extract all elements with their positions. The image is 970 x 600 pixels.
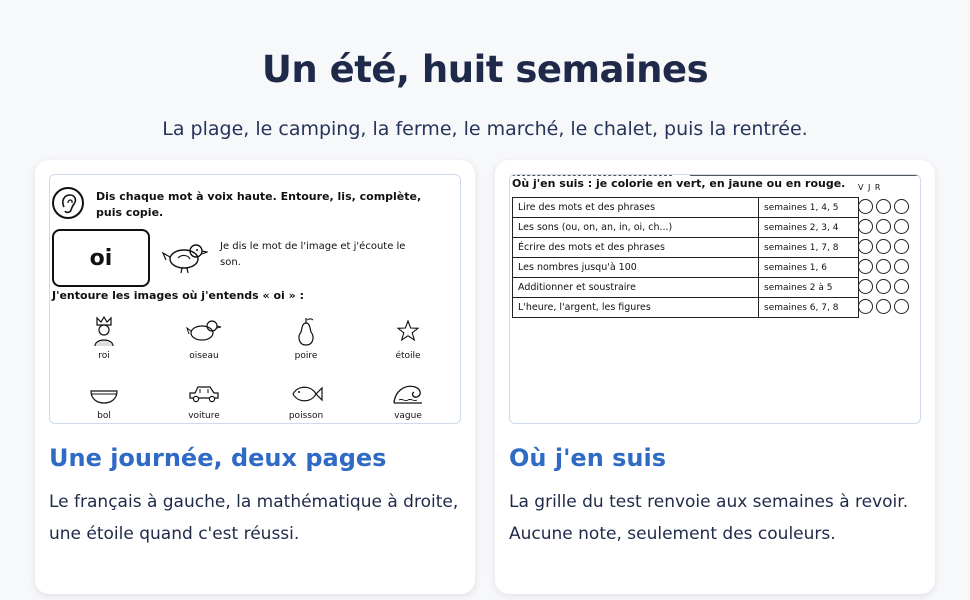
bird-icon bbox=[162, 241, 208, 279]
picture-item: vague bbox=[368, 381, 448, 421]
card-description: La grille du test renvoie aux semaines à revoir. Aucune note, seulement des couleurs. bbox=[509, 492, 909, 544]
picture-item: bol bbox=[64, 381, 144, 421]
sound-box: oi bbox=[52, 229, 150, 287]
circle-instruction: J'entoure les images où j'entends « oi » : bbox=[52, 289, 304, 302]
king-icon bbox=[91, 315, 117, 347]
table-row: Lire des mots et des phrases semaines 1, 4, 5 bbox=[513, 198, 859, 218]
page-subtitle: La plage, le camping, la ferme, le marché, le chalet, puis la rentrée. bbox=[162, 118, 808, 140]
picture-item: voiture bbox=[164, 381, 244, 421]
card-title[interactable]: Une journée, deux pages bbox=[49, 444, 387, 472]
divider bbox=[690, 175, 920, 176]
progress-table bbox=[512, 197, 859, 318]
table-row: Les nombres jusqu'à 100 semaines 1, 6 bbox=[513, 258, 859, 278]
pear-icon bbox=[293, 315, 319, 347]
table-row: Les sons (ou, on, an, in, oi, ch...) semaines 2, 3, 4 bbox=[513, 218, 859, 238]
car-icon bbox=[187, 381, 221, 407]
picture-item: étoile bbox=[368, 315, 448, 361]
bird-icon bbox=[186, 315, 222, 347]
divider bbox=[512, 175, 672, 176]
progress-heading: Où j'en suis : je colorie en vert, en jaune ou en rouge. bbox=[512, 177, 846, 190]
card-daily-pages[interactable] bbox=[35, 160, 475, 594]
ear-icon bbox=[52, 187, 84, 219]
picture-item: poire bbox=[266, 315, 346, 361]
star-icon bbox=[395, 315, 421, 347]
worksheet-instruction: Dis chaque mot à voix haute. Entoure, lis, complète, puis copie. bbox=[96, 190, 422, 219]
color-circles bbox=[858, 239, 909, 254]
table-row: L'heure, l'argent, les figures semaines 6, 7, 8 bbox=[513, 298, 859, 318]
color-circles bbox=[858, 259, 909, 274]
color-circles bbox=[858, 279, 909, 294]
color-circles bbox=[858, 219, 909, 234]
table-row: Écrire des mots et des phrases semaines 1, 7, 8 bbox=[513, 238, 859, 258]
card-description: Le français à gauche, la mathématique à droite, une étoile quand c'est réussi. bbox=[49, 492, 459, 544]
picture-item: poisson bbox=[266, 381, 346, 421]
picture-item: oiseau bbox=[164, 315, 244, 361]
worksheet-preview-french bbox=[49, 174, 461, 424]
picture-item: roi bbox=[64, 315, 144, 361]
card-progress[interactable] bbox=[495, 160, 935, 594]
color-circles bbox=[858, 299, 909, 314]
say-instruction: Je dis le mot de l'image et j'écoute le son. bbox=[220, 241, 406, 268]
bowl-icon bbox=[89, 381, 119, 407]
color-legend: V J R bbox=[858, 183, 882, 192]
page-title: Un été, huit semaines bbox=[261, 48, 709, 91]
wave-icon bbox=[391, 381, 425, 407]
table-row: Additionner et soustraire semaines 2 à 5 bbox=[513, 278, 859, 298]
color-circles bbox=[858, 199, 909, 214]
worksheet-preview-progress bbox=[509, 174, 921, 424]
card-title[interactable]: Où j'en suis bbox=[509, 444, 667, 472]
fish-icon bbox=[289, 381, 323, 407]
